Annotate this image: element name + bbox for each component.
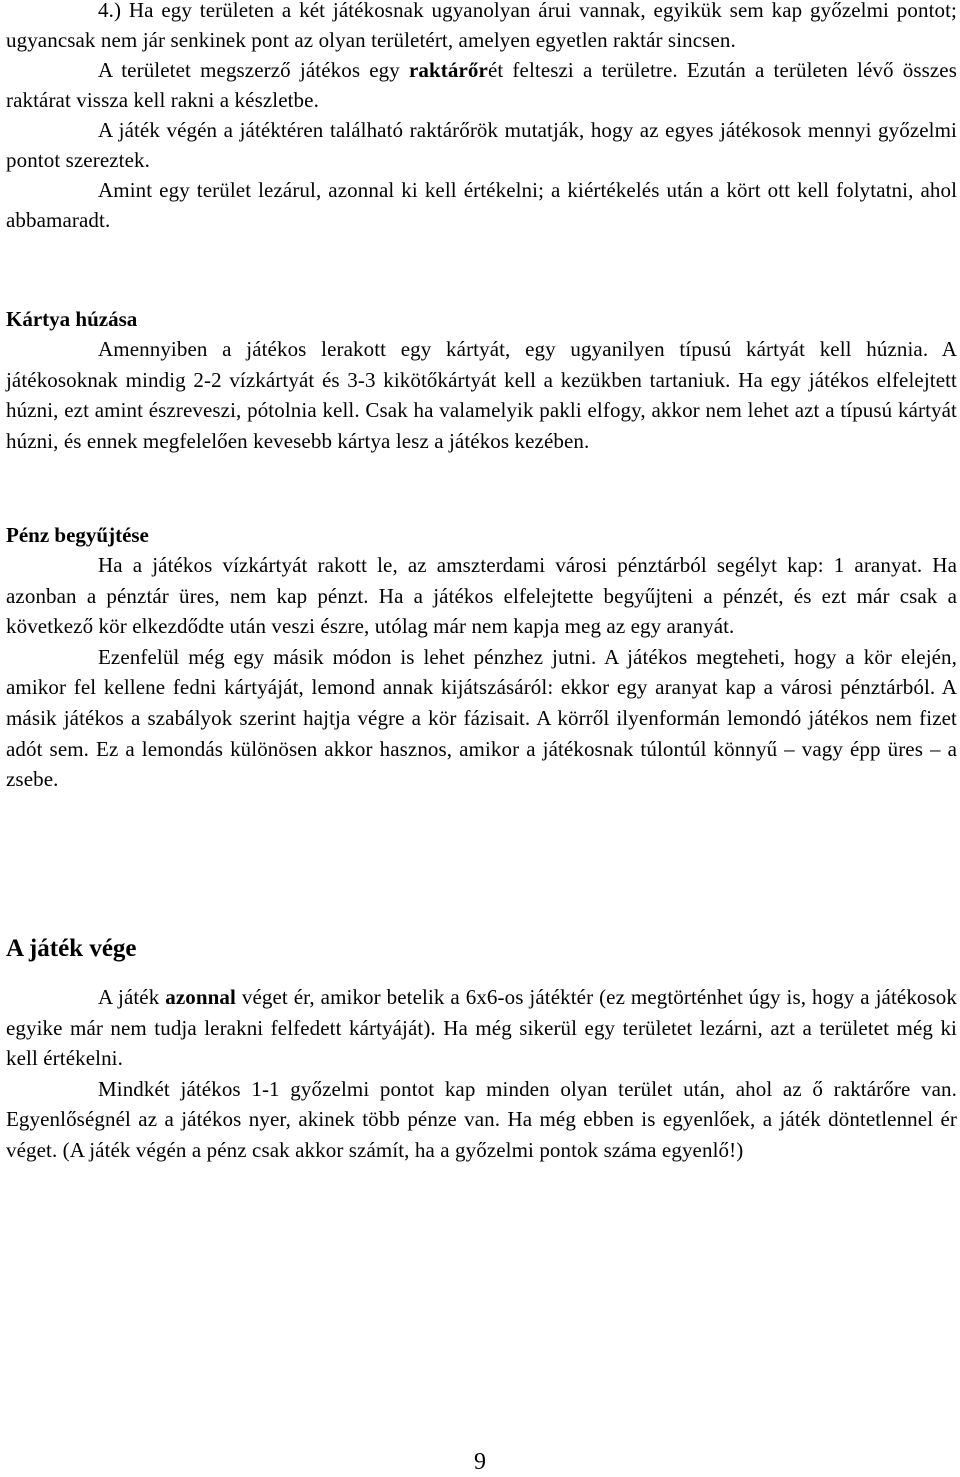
immediately-term: azonnal [165, 985, 236, 1009]
game-end-heading: A játék vége [6, 935, 137, 962]
warehouse-guard-paragraph: A területet megszerző játékos egy raktárőrét felteszi a területre. Ezután a területen lévő összes raktárat vissza kell rakni a készletbe. [6, 58, 957, 112]
game-end-section [6, 933, 957, 1166]
card-draw-section [6, 304, 957, 456]
end-points-paragraph: A játék végén a játéktéren található raktárőrök mutatják, hogy az egyes játékosok mennyi győzelmi pontot szereztek. [6, 118, 957, 172]
evaluation-paragraph: Amint egy terület lezárul, azonnal ki kell értékelni; a kiértékelés után a kört ott kell folytatni, ahol abbamaradt. [6, 178, 957, 232]
rule-paragraph-4: 4.) Ha egy területen a két játékosnak ugyanolyan árui vannak, egyikük sem kap győzelmi pontot; ugyancsak nem jár senkinek pont az olyan területért, amelyen egyetlen raktár sincsen. [6, 0, 957, 52]
intro-section [6, 0, 957, 235]
warehouse-guard-term: raktárőr [409, 58, 488, 82]
money-section [6, 520, 957, 795]
card-draw-heading: Kártya húzása [6, 307, 138, 331]
page-number: 9 [474, 1449, 486, 1475]
card-draw-paragraph: Amennyiben a játékos lerakott egy kártyát, egy ugyanilyen típusú kártyát kell húznia. A játékosoknak mindig 2-2 vízkártyát és 3-3 kikötőkártyát kell a kezükben tartaniuk. Ha egy játékos elfelejtett húzni, ezt amint észreveszi, pótolnia kell. Csak ha valamelyik pakli elfogy, akkor nem lehet azt a típusú kártyát húzni, és ennek megfelelően kevesebb kártya lesz a játékos kezében. [6, 337, 957, 453]
money-paragraph-2: Ezenfelül még egy másik módon is lehet pénzhez jutni. A játékos megteheti, hogy a kör elején, amikor fel kellene fedni kártyáját, lemond annak kijátszásáról: ekkor egy aranyat kap a városi pénztárból. A másik játékos a szabályok szerint hajtja végre a kör fázisait. A körről ilyenformán lemondó játékos nem fizet adót sem. Ez a lemondás különösen akkor hasznos, amikor a játékosnak túlontúl könnyű – vagy épp üres – a zsebe. [6, 644, 957, 792]
money-heading: Pénz begyűjtése [6, 523, 149, 547]
money-paragraph-1: Ha a játékos vízkártyát rakott le, az amszterdami városi pénztárból segélyt kap: 1 aranyat. Ha azonban a pénztár üres, nem kap pénzt. Ha a játékos elfelejtette begyűjteni a pénzét, és ezt már csak a következő kör elkezdődte után veszi észre, utólag már nem kapja meg az egy aranyát. [6, 553, 957, 639]
game-end-paragraph-2: Mindkét játékos 1-1 győzelmi pontot kap minden olyan terület után, ahol az ő raktárőre van. Egyenlőségnél az a játékos nyer, akinek több pénze van. Ha még ebben is egyenlőek, a játék döntetlennel ér véget. (A játék végén a pénz csak akkor számít, ha a győzelmi pontok száma egyenlő!) [6, 1076, 957, 1162]
game-end-paragraph-1: A játék azonnal véget ér, amikor betelik a 6x6-os játéktér (ez megtörténhet úgy is, hogy a játékosok egyike már nem tudja lerakni felfedett kártyáját). Ha még sikerül egy területet lezárni, azt a területet még ki kell értékelni. [6, 985, 957, 1071]
